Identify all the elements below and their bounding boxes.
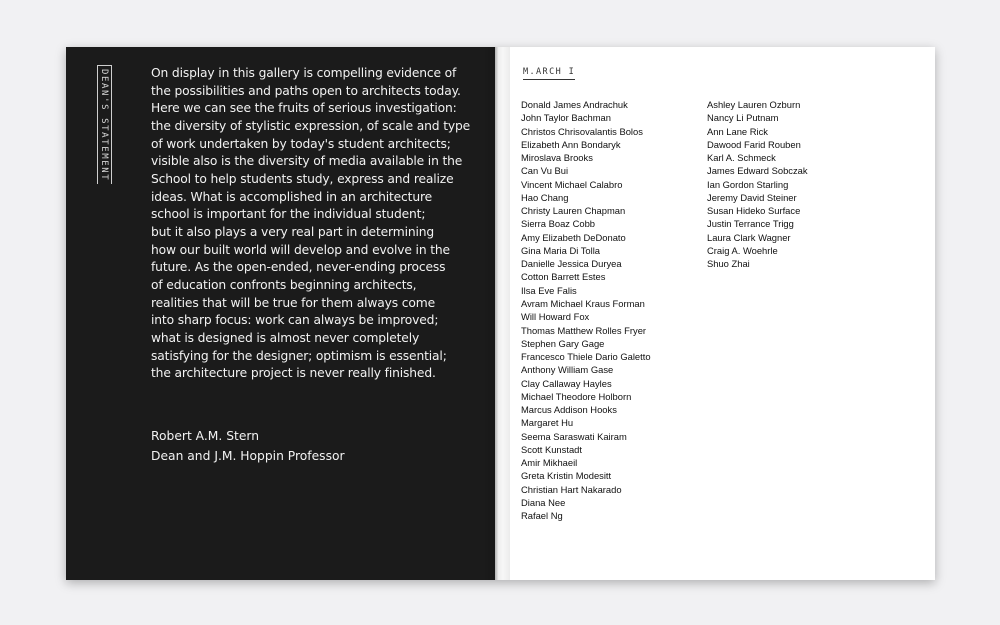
student-name: Seema Saraswati Kairam [521,430,627,442]
statement-line: ideas. What is accomplished in an architecture [151,189,433,204]
student-name: Scott Kunstadt [521,443,582,455]
student-name: Christy Lauren Chapman [521,205,626,217]
deans-statement-text [151,65,481,383]
student-name: Avram Michael Kraus Forman [521,297,645,309]
student-name: Diana Nee [521,496,566,508]
signature [151,427,345,466]
statement-line: the possibilities and paths open to architects today. [151,83,461,98]
statement-line: school is important for the individual student; [151,207,426,222]
student-name: Susan Hideko Surface [707,205,801,217]
statement-line: On display in this gallery is compelling evidence of [151,66,457,80]
student-name: Vincent Michael Calabro [521,178,623,190]
book-spread [66,47,935,580]
statement-line: into sharp focus: work can always be improved; [151,313,439,328]
statement-line: but it also plays a very real part in determining [151,224,435,239]
student-name: Francesco Thiele Dario Galetto [521,351,651,363]
student-name: Justin Terrance Trigg [707,218,794,230]
student-name: Sierra Boaz Cobb [521,218,595,230]
student-name: Donald James Andrachuk [521,99,628,110]
deans-statement-label: DEAN'S STATEMENT [97,65,112,184]
student-name: Shuo Zhai [707,258,750,270]
statement-line: future. As the open-ended, never-ending process [151,260,446,275]
student-name: Amy Elizabeth DeDonato [521,231,626,243]
statement-line: the diversity of stylistic expression, of scale and type [151,118,471,133]
student-name: Marcus Addison Hooks [521,404,617,416]
student-name: Greta Kristin Modesitt [521,470,612,482]
student-name: Hao Chang [521,191,569,203]
student-name: Can Vu Bui [521,165,569,177]
student-name: Christos Chrisovalantis Bolos [521,125,643,137]
statement-line: the architecture project is never really finished. [151,366,436,381]
student-name: Margaret Hu [521,417,574,429]
student-name: Ashley Lauren Ozburn [707,99,801,110]
student-name: Cotton Barrett Estes [521,271,606,283]
student-name: Jeremy David Steiner [707,191,797,203]
statement-line: realities that will be true for them always come [151,295,436,310]
left-page [66,47,495,580]
student-name: Anthony William Gase [521,364,614,376]
student-name: Will Howard Fox [521,311,590,323]
student-name: Nancy Li Putnam [707,112,779,124]
signature-title: Dean and J.M. Hoppin Professor [151,448,345,463]
names-column-1 [521,98,651,523]
student-name: Craig A. Woehrle [707,244,778,256]
student-name: Ann Lane Rick [707,125,768,137]
student-name: Clay Callaway Hayles [521,377,612,389]
student-name: Amir Mikhaeil [521,457,578,469]
statement-line: of education confronts beginning architects, [151,277,417,292]
student-name: Ilsa Eve Falis [521,284,577,296]
right-page [495,47,935,580]
statement-line: School to help students study, express and realize [151,171,454,186]
names-column-2 [707,98,808,270]
student-name: Dawood Farid Rouben [707,138,801,150]
statement-line: how our built world will develop and evolve in the [151,242,450,257]
statement-line: Here we can see the fruits of serious investigation: [151,101,457,116]
statement-line: what is designed is almost never completely [151,330,420,345]
student-name: Karl A. Schmeck [707,152,776,164]
student-name: Michael Theodore Holborn [521,390,632,402]
student-name: Laura Clark Wagner [707,231,791,243]
student-name: James Edward Sobczak [707,165,808,177]
student-name: John Taylor Bachman [521,112,611,124]
student-name: Gina Maria Di Tolla [521,244,601,256]
student-name: Miroslava Brooks [521,152,593,164]
student-name: Rafael Ng [521,510,563,522]
student-name: Ian Gordon Starling [707,178,789,190]
student-name: Danielle Jessica Duryea [521,258,622,270]
section-label: M.ARCH I [523,67,575,80]
student-name: Elizabeth Ann Bondaryk [521,138,621,150]
student-name: Christian Hart Nakarado [521,483,622,495]
student-name: Stephen Gary Gage [521,337,605,349]
statement-line: of work undertaken by today's student architects; [151,136,451,151]
student-name: Thomas Matthew Rolles Fryer [521,324,647,336]
statement-line: visible also is the diversity of media available in the [151,154,463,169]
signature-name: Robert A.M. Stern [151,429,260,443]
statement-line: satisfying for the designer; optimism is essential; [151,348,447,363]
